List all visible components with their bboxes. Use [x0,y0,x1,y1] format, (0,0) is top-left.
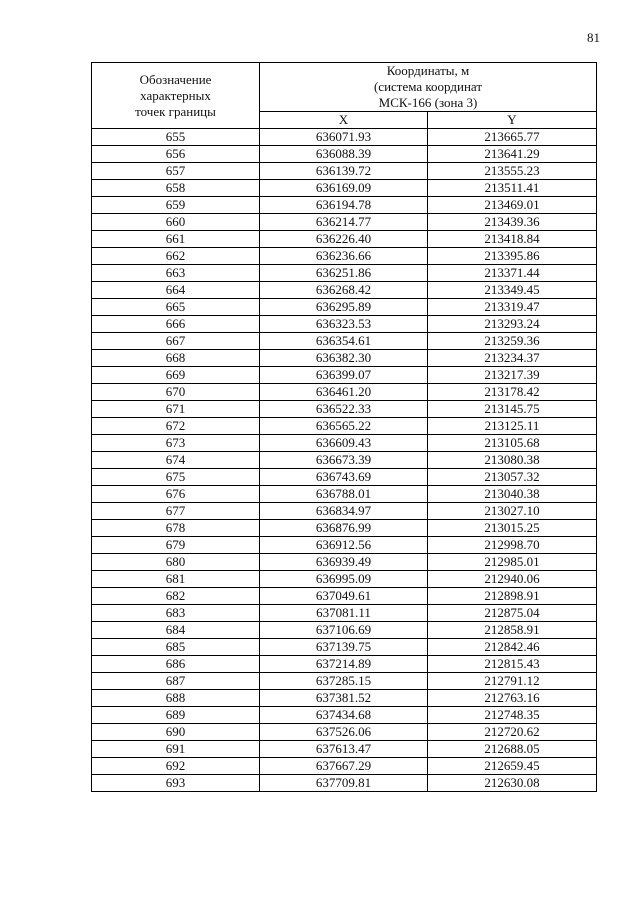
x-coordinate-cell: 636876.99 [260,520,428,537]
x-coordinate-cell: 636912.56 [260,537,428,554]
x-coordinate-cell: 637613.47 [260,741,428,758]
point-id-cell: 660 [92,214,260,231]
point-id-cell: 680 [92,554,260,571]
table-row [92,231,597,248]
y-coordinate-cell: 213040.38 [428,486,597,503]
x-coordinate-cell: 636399.07 [260,367,428,384]
point-id-cell: 692 [92,758,260,775]
y-coordinate-cell: 213234.37 [428,350,597,367]
table-row [92,384,597,401]
table-row [92,707,597,724]
table-row [92,554,597,571]
y-coordinate-cell: 212898.91 [428,588,597,605]
y-coordinate-cell: 212688.05 [428,741,597,758]
table-body [92,129,597,792]
x-coordinate-cell: 636522.33 [260,401,428,418]
table-row [92,367,597,384]
table-row [92,299,597,316]
x-coordinate-cell: 636295.89 [260,299,428,316]
y-coordinate-cell: 213145.75 [428,401,597,418]
y-coordinate-cell: 212815.43 [428,656,597,673]
x-coordinate-cell: 636609.43 [260,435,428,452]
x-coordinate-cell: 636169.09 [260,180,428,197]
table-row [92,690,597,707]
y-coordinate-cell: 212985.01 [428,554,597,571]
y-coordinate-cell: 213469.01 [428,197,597,214]
x-coordinate-cell: 636461.20 [260,384,428,401]
y-coordinate-cell: 213665.77 [428,129,597,146]
x-coordinate-cell: 636354.61 [260,333,428,350]
x-coordinate-cell: 637285.15 [260,673,428,690]
table-row [92,180,597,197]
x-column-header: X [260,112,428,129]
table-row [92,775,597,792]
y-coordinate-cell: 212630.08 [428,775,597,792]
point-id-cell: 667 [92,333,260,350]
table-row [92,282,597,299]
point-id-cell: 688 [92,690,260,707]
table-row [92,520,597,537]
x-coordinate-cell: 636939.49 [260,554,428,571]
table-row [92,622,597,639]
point-id-cell: 663 [92,265,260,282]
point-id-cell: 687 [92,673,260,690]
table-row [92,588,597,605]
y-coordinate-cell: 213349.45 [428,282,597,299]
point-id-cell: 665 [92,299,260,316]
x-coordinate-cell: 636139.72 [260,163,428,180]
table-row [92,418,597,435]
table-row [92,741,597,758]
x-coordinate-cell: 637081.11 [260,605,428,622]
point-id-cell: 676 [92,486,260,503]
x-coordinate-cell: 637106.69 [260,622,428,639]
y-coordinate-cell: 213641.29 [428,146,597,163]
point-id-cell: 686 [92,656,260,673]
y-coordinate-cell: 213080.38 [428,452,597,469]
point-id-cell: 662 [92,248,260,265]
table-row [92,214,597,231]
x-coordinate-cell: 636071.93 [260,129,428,146]
y-coordinate-cell: 212998.70 [428,537,597,554]
table-row [92,537,597,554]
table-row [92,571,597,588]
y-coordinate-cell: 213395.86 [428,248,597,265]
table-row [92,401,597,418]
table-row [92,503,597,520]
table-row [92,486,597,503]
y-coordinate-cell: 213555.23 [428,163,597,180]
y-coordinate-cell: 212720.62 [428,724,597,741]
table-row [92,673,597,690]
y-coordinate-cell: 212791.12 [428,673,597,690]
point-id-cell: 675 [92,469,260,486]
point-id-cell: 677 [92,503,260,520]
y-coordinate-cell: 213057.32 [428,469,597,486]
x-coordinate-cell: 637381.52 [260,690,428,707]
y-coordinate-cell: 213511.41 [428,180,597,197]
y-coordinate-cell: 212875.04 [428,605,597,622]
point-id-cell: 693 [92,775,260,792]
x-coordinate-cell: 637709.81 [260,775,428,792]
table-row [92,350,597,367]
point-designation-header: Обозначение характерных точек границы [92,63,260,129]
point-id-cell: 678 [92,520,260,537]
x-coordinate-cell: 636323.53 [260,316,428,333]
x-coordinate-cell: 636088.39 [260,146,428,163]
y-coordinate-cell: 213293.24 [428,316,597,333]
point-id-cell: 670 [92,384,260,401]
x-coordinate-cell: 636214.77 [260,214,428,231]
page-number: 81 [587,30,600,45]
x-coordinate-cell: 636226.40 [260,231,428,248]
x-coordinate-cell: 636236.66 [260,248,428,265]
x-coordinate-cell: 637526.06 [260,724,428,741]
x-coordinate-cell: 637214.89 [260,656,428,673]
x-coordinate-cell: 636382.30 [260,350,428,367]
point-id-cell: 689 [92,707,260,724]
table-row [92,469,597,486]
table-row [92,758,597,775]
table-row [92,163,597,180]
point-id-cell: 658 [92,180,260,197]
point-id-cell: 690 [92,724,260,741]
table-row [92,333,597,350]
y-coordinate-cell: 212842.46 [428,639,597,656]
x-coordinate-cell: 637049.61 [260,588,428,605]
point-id-cell: 691 [92,741,260,758]
point-id-cell: 669 [92,367,260,384]
y-coordinate-cell: 213259.36 [428,333,597,350]
table-row [92,724,597,741]
table-row [92,316,597,333]
x-coordinate-cell: 636743.69 [260,469,428,486]
x-coordinate-cell: 636788.01 [260,486,428,503]
point-id-cell: 664 [92,282,260,299]
x-coordinate-cell: 636565.22 [260,418,428,435]
y-coordinate-cell: 212659.45 [428,758,597,775]
x-coordinate-cell: 636995.09 [260,571,428,588]
x-coordinate-cell: 636251.86 [260,265,428,282]
y-coordinate-cell: 213319.47 [428,299,597,316]
point-id-cell: 682 [92,588,260,605]
point-id-cell: 672 [92,418,260,435]
x-coordinate-cell: 636194.78 [260,197,428,214]
coordinates-header: Координаты, м (система координат МСК-166 (зона 3) [260,63,597,112]
table-row [92,656,597,673]
point-id-cell: 655 [92,129,260,146]
y-coordinate-cell: 213105.68 [428,435,597,452]
y-coordinate-cell: 213178.42 [428,384,597,401]
table-row [92,146,597,163]
y-coordinate-cell: 213371.44 [428,265,597,282]
point-id-cell: 666 [92,316,260,333]
table-row [92,265,597,282]
x-coordinate-cell: 636673.39 [260,452,428,469]
point-id-cell: 661 [92,231,260,248]
coordinates-table [91,62,597,792]
y-coordinate-cell: 212763.16 [428,690,597,707]
x-coordinate-cell: 637139.75 [260,639,428,656]
point-id-cell: 656 [92,146,260,163]
table-row [92,435,597,452]
y-coordinate-cell: 212858.91 [428,622,597,639]
table-row [92,197,597,214]
point-id-cell: 673 [92,435,260,452]
y-coordinate-cell: 212748.35 [428,707,597,724]
x-coordinate-cell: 637434.68 [260,707,428,724]
y-coordinate-cell: 213217.39 [428,367,597,384]
y-coordinate-cell: 213015.25 [428,520,597,537]
x-coordinate-cell: 636834.97 [260,503,428,520]
point-id-cell: 681 [92,571,260,588]
point-id-cell: 683 [92,605,260,622]
point-id-cell: 657 [92,163,260,180]
table-header [92,63,597,129]
y-coordinate-cell: 213418.84 [428,231,597,248]
y-coordinate-cell: 213439.36 [428,214,597,231]
point-id-cell: 659 [92,197,260,214]
point-id-cell: 671 [92,401,260,418]
table-row [92,129,597,146]
table-row [92,639,597,656]
table-row [92,605,597,622]
y-column-header: Y [428,112,597,129]
table-row [92,248,597,265]
x-coordinate-cell: 637667.29 [260,758,428,775]
point-id-cell: 684 [92,622,260,639]
table-row [92,452,597,469]
y-coordinate-cell: 213125.11 [428,418,597,435]
point-id-cell: 668 [92,350,260,367]
point-id-cell: 674 [92,452,260,469]
point-id-cell: 679 [92,537,260,554]
point-id-cell: 685 [92,639,260,656]
y-coordinate-cell: 212940.06 [428,571,597,588]
x-coordinate-cell: 636268.42 [260,282,428,299]
y-coordinate-cell: 213027.10 [428,503,597,520]
